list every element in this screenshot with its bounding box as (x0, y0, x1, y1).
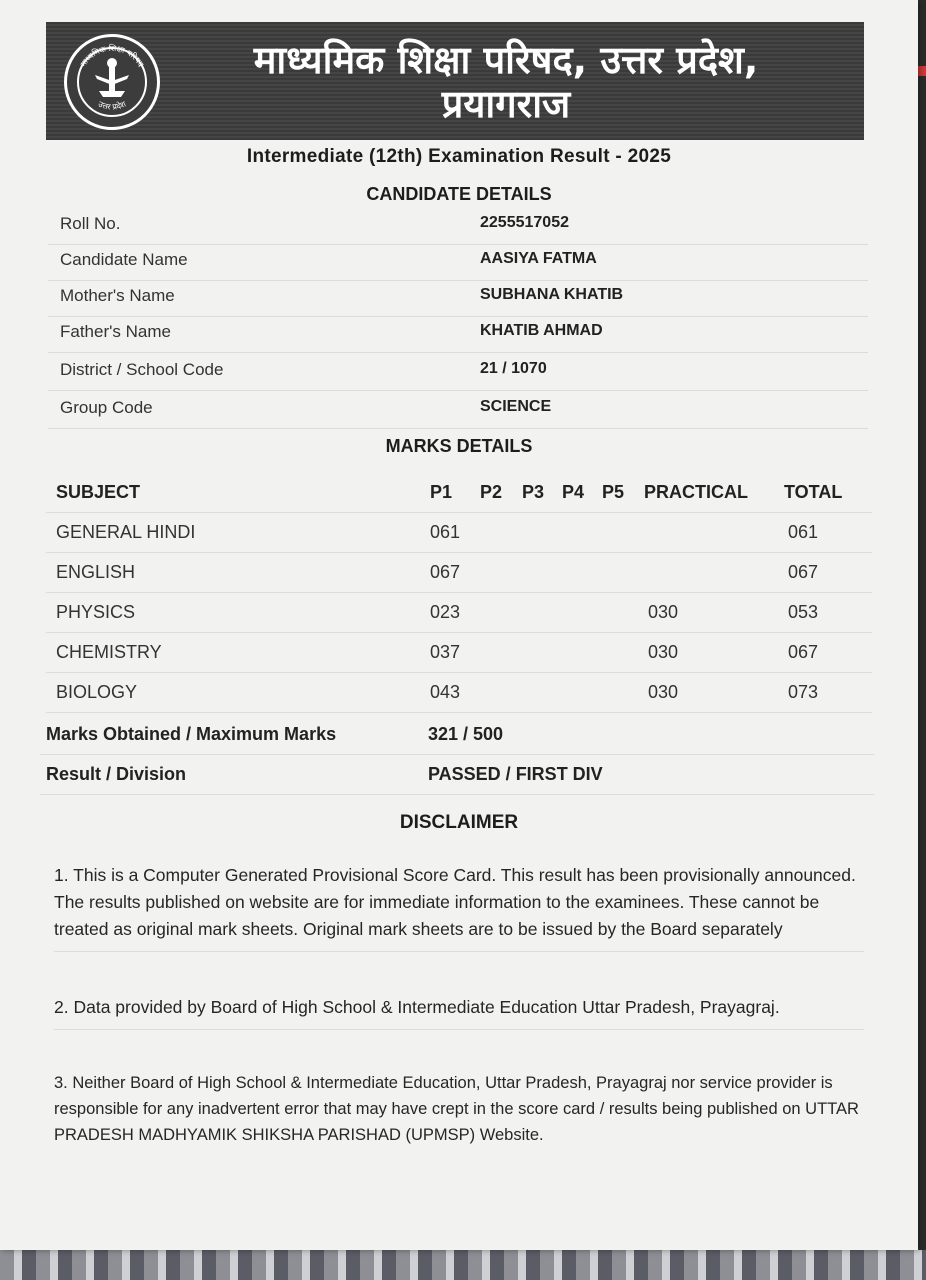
col-total: TOTAL (784, 482, 843, 502)
subject-name: GENERAL HINDI (56, 522, 196, 542)
candidate-label: Roll No. (60, 214, 121, 233)
subject-name: PHYSICS (56, 602, 136, 622)
candidate-value: SCIENCE (480, 398, 552, 415)
candidate-row (48, 242, 868, 281)
candidate-label: District / School Code (60, 360, 224, 379)
candidate-value: SUBHANA KHATIB (480, 286, 624, 303)
marks-details-title: MARKS DETAILS (385, 436, 533, 456)
disclaimer-item: 1. This is a Computer Generated Provisional Score Card. This result has been provisionally announced. The results published on website are for immediate information to the examinees. These cannot be treated as original mark sheets. Original mark sheets are to be issued by the Board separately (54, 862, 864, 952)
summary-label: Marks Obtained / Maximum Marks (46, 724, 337, 744)
candidate-row (48, 390, 868, 429)
total-marks: 053 (788, 602, 819, 622)
p1-marks: 037 (430, 642, 461, 662)
background-fabric-bottom (0, 1250, 926, 1280)
summary-label: Result / Division (46, 764, 187, 784)
candidate-value: KHATIB AHMAD (480, 322, 603, 339)
candidate-details-title: CANDIDATE DETAILS (366, 184, 552, 204)
marks-header-row (46, 472, 872, 513)
candidate-label: Candidate Name (60, 250, 188, 269)
disclaimer-title: DISCLAIMER (399, 812, 519, 833)
marks-row (46, 592, 872, 633)
candidate-value: 21 / 1070 (480, 360, 547, 377)
p1-marks: 061 (430, 522, 461, 542)
col-p4: P4 (562, 482, 585, 502)
subject-name: CHEMISTRY (56, 642, 162, 662)
summary-value: 321 / 500 (428, 724, 504, 744)
upmsp-logo-icon (64, 34, 160, 130)
candidate-row (48, 278, 868, 317)
col-practical: PRACTICAL (644, 482, 748, 502)
marks-row (46, 552, 872, 593)
summary-value: PASSED / FIRST DIV (428, 764, 603, 784)
candidate-row (48, 314, 868, 353)
marks-obtained-row (40, 714, 874, 755)
board-name-line2: प्रयागराज (441, 82, 571, 126)
p1-marks: 043 (430, 682, 461, 702)
col-subject: SUBJECT (56, 482, 141, 502)
total-marks: 067 (788, 562, 819, 582)
logo-top-text: माध्यमिक शिक्षा परिषद (78, 43, 146, 69)
candidate-value: AASIYA FATMA (480, 250, 597, 267)
board-name-line1: माध्यमिक शिक्षा परिषद, उत्तर प्रदेश, (253, 38, 759, 82)
col-p2: P2 (480, 482, 503, 502)
col-p1: P1 (430, 482, 453, 502)
board-header (46, 22, 864, 140)
logo-bottom-text: उत्तर प्रदेश (96, 99, 128, 112)
marks-row (46, 672, 872, 713)
p1-marks: 023 (430, 602, 461, 622)
candidate-row (48, 206, 868, 245)
candidate-label: Mother's Name (60, 286, 175, 305)
disclaimer-item: 3. Neither Board of High School & Intermediate Education, Uttar Pradesh, Prayagraj nor service provider is responsible for any inadvertent error that may have crept in the score card / results being published on UTTAR PRADESH MADHYAMIK SHIKSHA PARISHAD (UPMSP) Website. (54, 1074, 859, 1144)
total-marks: 073 (788, 682, 819, 702)
exam-title: Intermediate (12th) Examination Result - 2025 (246, 146, 672, 167)
candidate-row (48, 352, 868, 391)
candidate-value: 2255517052 (480, 214, 569, 231)
candidate-label: Group Code (60, 398, 153, 417)
subject-name: BIOLOGY (56, 682, 138, 702)
subject-name: ENGLISH (56, 562, 136, 582)
p1-marks: 067 (430, 562, 461, 582)
practical-marks: 030 (648, 642, 679, 662)
board-name (186, 38, 826, 126)
disclaimer-item: 2. Data provided by Board of High School & Intermediate Education Uttar Pradesh, Prayagraj. (54, 994, 864, 1030)
marks-row (46, 632, 872, 673)
total-marks: 067 (788, 642, 819, 662)
col-p5: P5 (602, 482, 625, 502)
candidate-label: Father's Name (60, 322, 171, 341)
result-division-row (40, 754, 874, 795)
total-marks: 061 (788, 522, 819, 542)
practical-marks: 030 (648, 602, 679, 622)
marks-row (46, 512, 872, 553)
practical-marks: 030 (648, 682, 679, 702)
col-p3: P3 (522, 482, 545, 502)
